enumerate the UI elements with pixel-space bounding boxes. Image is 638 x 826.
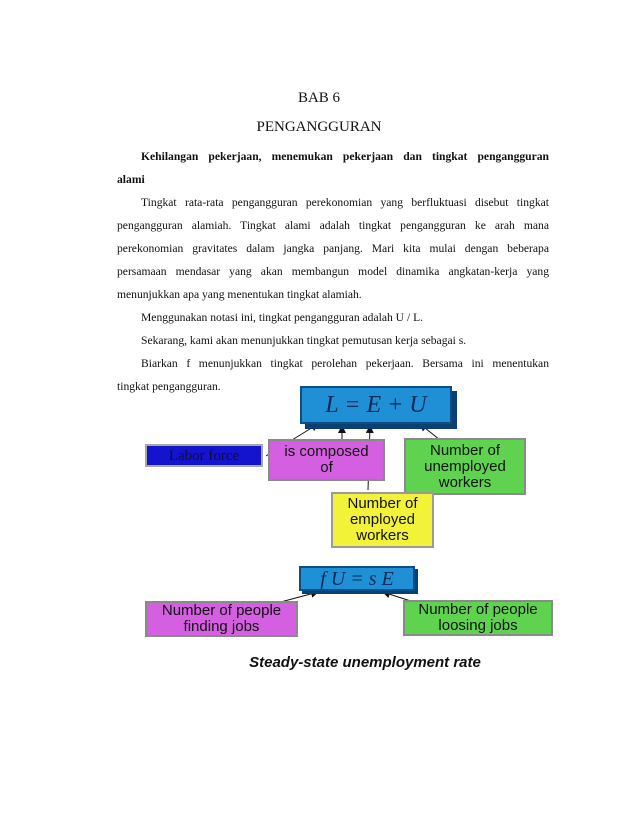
subtitle-line-2: alami xyxy=(117,173,145,186)
is-composed-of-box: is composed of xyxy=(268,439,385,481)
people-loosing-jobs-box: Number of people loosing jobs xyxy=(403,600,553,636)
unemployed-workers-box: Number of unemployed workers xyxy=(404,438,526,495)
paragraph-1-line-4: persamaan mendasar yang akan membangun model dinamika angkatan-kerja yang xyxy=(117,265,549,278)
equation-steady-state-box: f U = s E xyxy=(299,566,415,591)
paragraph-1-line-2: pengangguran alamiah. Tingkat alami adalah tingkat pengangguran ke arah mana xyxy=(117,219,549,232)
paragraph-1-line-5: menunjukkan apa yang menentukan tingkat alamiah. xyxy=(117,288,362,301)
paragraph-1-line-3: perekonomian gravitates dalam jangka panjang. Mari kita mulai dengan beberapa xyxy=(117,242,549,255)
paragraph-2: Menggunakan notasi ini, tingkat pengangguran adalah U / L. xyxy=(141,311,424,324)
paragraph-3: Sekarang, kami akan menunjukkan tingkat pemutusan kerja sebagai s. xyxy=(141,334,467,347)
chapter-title: PENGANGGURAN xyxy=(256,119,382,135)
labor-force-box: Labor force xyxy=(145,444,263,467)
paragraph-4-line-1: Biarkan f menunjukkan tingkat perolehan pekerjaan. Bersama ini menentukan xyxy=(141,357,549,370)
steady-state-caption: Steady-state unemployment rate xyxy=(249,654,481,671)
equation-labor-force-box: L = E + U xyxy=(300,386,452,424)
employed-workers-box: Number of employed workers xyxy=(331,492,434,548)
paragraph-1-line-1: Tingkat rata-rata pengangguran perekonomian yang berfluktuasi disebut tingkat xyxy=(141,196,549,209)
subtitle-line-1: Kehilangan pekerjaan, menemukan pekerjaan dan tingkat pengangguran xyxy=(141,150,549,163)
people-finding-jobs-box: Number of people finding jobs xyxy=(145,601,298,637)
chapter-number: BAB 6 xyxy=(297,90,341,106)
paragraph-4-line-2: tingkat pengangguran. xyxy=(117,380,221,393)
